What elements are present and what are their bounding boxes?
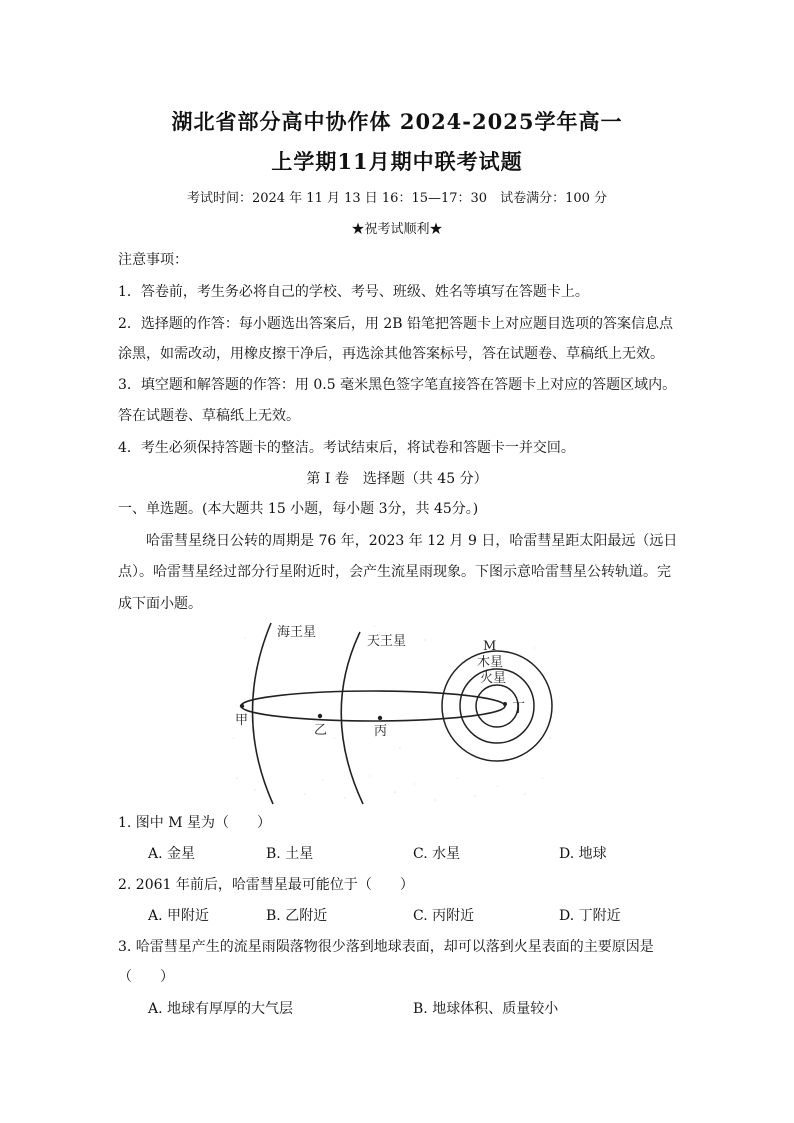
label-mars: 火星 [480,671,507,686]
section-title: 第 I 卷 选择题（共 45 分） [306,471,488,487]
stem-line: 成下面小题。 [118,596,202,612]
stem-line: 点）。哈雷彗星经过部分行星附近时，会产生流星雨现象。下图示意哈雷彗星公转轨道。完 [118,564,671,580]
note-line: 涂黑，如需改动，用橡皮擦干净后，再选涂其他答案标号，答在试题卷、草稿纸上无效。 [118,346,664,362]
question-stem: 2. 2061 年前后，哈雷彗星最可能位于（ ） [118,877,414,893]
label-yi: 乙 [314,723,328,738]
option-b: B. 土星 [266,846,314,862]
uranus-orbit-arc [341,632,363,804]
label-bing: 丙 [374,724,388,739]
exam-title-line1: 湖北省部分高中协作体 2024-2025学年高一 [171,109,623,134]
comet-orbit [241,691,505,721]
notes-heading: 注意事项： [118,252,188,268]
option-d: D. 丁附近 [559,908,621,924]
option-d: D. 地球 [559,846,607,862]
halley-orbit-diagram [225,618,560,806]
label-jia: 甲 [235,713,249,728]
note-line: 答在试题卷、草稿纸上无效。 [118,408,300,424]
option-b: B. 乙附近 [266,908,328,924]
option-a: A. 地球有厚厚的大气层 [148,1001,294,1017]
section-subtitle: 一、单选题。(本大题共 15 小题，每小题 3分，共 45分。) [118,501,479,517]
exam-title-line2: 上学期11月期中联考试题 [271,149,523,174]
option-c: C. 水星 [413,846,461,862]
note-line: 1．答卷前，考生务必将自己的学校、考号、班级、姓名等填写在答题卡上。 [118,284,589,300]
question-stem: 3. 哈雷彗星产生的流星雨陨落物很少落到地球表面，却可以落到火星表面的主要原因是 [118,939,654,955]
good-luck-note: ★祝考试顺利★ [351,222,443,237]
label-neptune: 海王星 [277,625,317,640]
question-stem: 1. 图中 M 星为（ ） [118,815,272,831]
note-line: 4．考生必须保持答题卡的整洁。考试结束后，将试卷和答题卡一并交回。 [118,440,575,456]
point-jia [240,704,244,708]
option-a: A. 金星 [148,846,196,862]
exam-info: 考试时间：2024 年 11 月 13 日 16：15—17：30 试卷满分：100 分 [186,191,608,206]
option-b: B. 地球体积、质量较小 [413,1001,559,1017]
point-yi [318,714,322,718]
note-line: 3．填空题和解答题的作答：用 0.5 毫米黑色签字笔直接答在答题卡上对应的答题区域内。 [118,377,677,393]
option-a: A. 甲附近 [148,908,210,924]
label-m: M [483,639,497,654]
label-uranus: 天王星 [367,634,407,649]
note-line: 2．选择题的作答：每小题选出答案后，用 2B 铅笔把答题卡上对应题目选项的答案信息点 [118,316,674,332]
point-bing [378,716,382,720]
label-jupiter: 木星 [477,655,504,670]
option-c: C. 丙附近 [413,908,475,924]
point-ding [503,702,507,706]
label-ding: 丁 [512,701,526,716]
question-stem-continued: （ ） [118,969,174,985]
stem-line: 哈雷彗星绕日公转的周期是 76 年，2023 年 12 月 9 日，哈雷彗星距太阳最远（远日 [146,533,678,549]
